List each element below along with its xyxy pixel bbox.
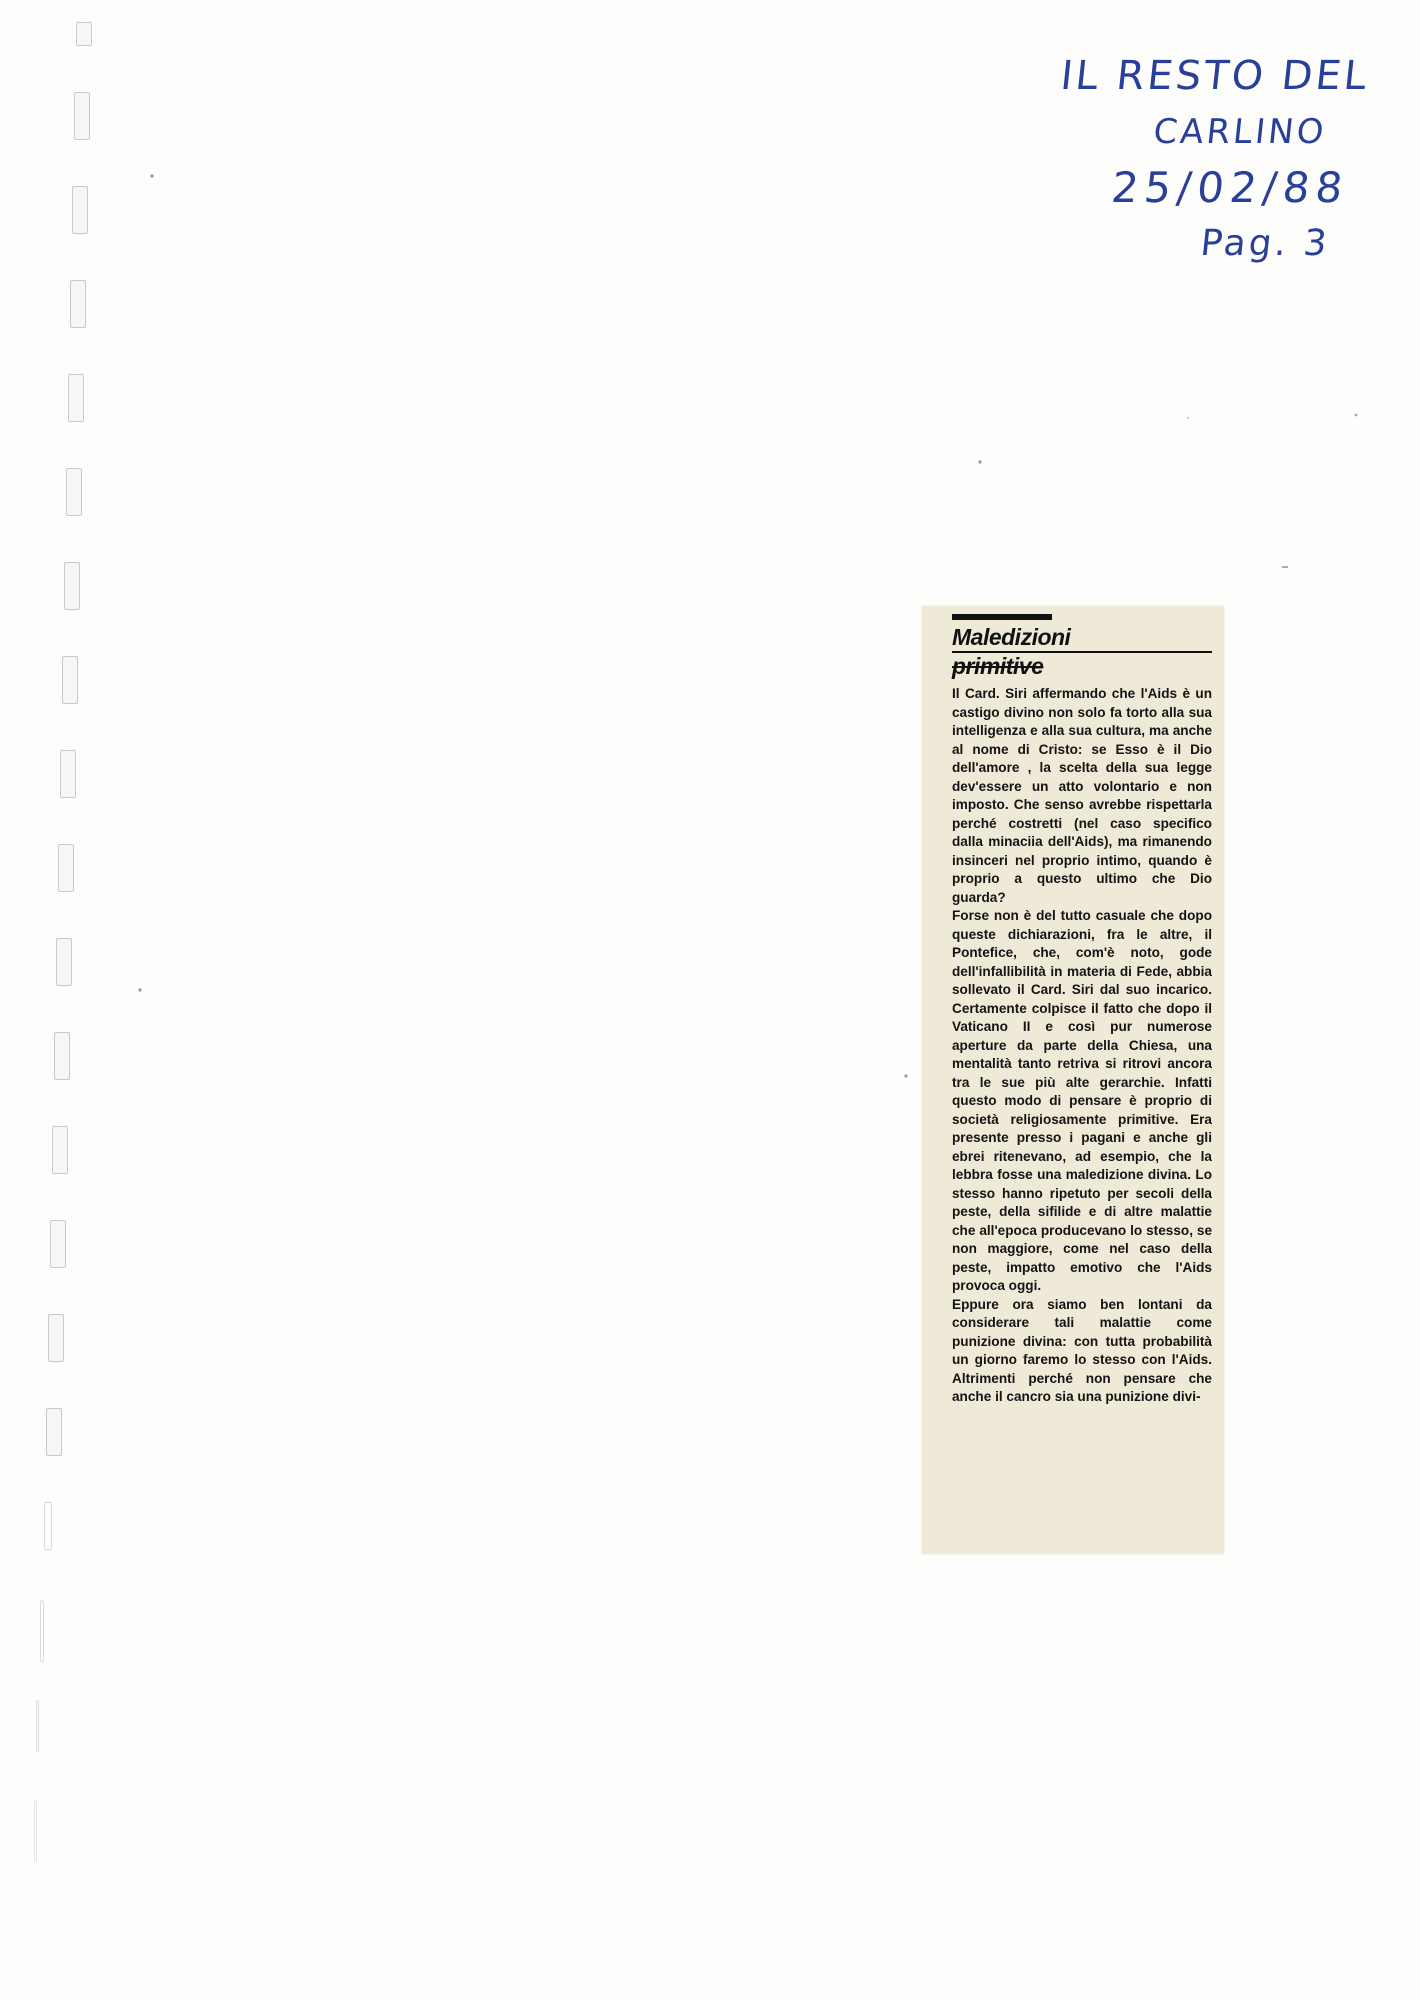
headline-line-2: primitive (952, 653, 1044, 679)
binder-hole (72, 186, 88, 234)
binder-hole (60, 750, 76, 798)
annotation-newspaper-name: IL RESTO DEL (1058, 53, 1372, 99)
article-body (952, 685, 1212, 1407)
binder-hole (56, 938, 72, 986)
binder-hole (58, 844, 74, 892)
binder-hole (40, 1600, 44, 1662)
binder-hole (44, 1502, 52, 1550)
annotation-newspaper-name-2: CARLINO (1151, 112, 1329, 152)
binder-hole (70, 280, 86, 328)
binder-hole (74, 92, 90, 140)
newspaper-clipping (922, 606, 1224, 1554)
binder-holes (0, 0, 100, 2000)
article-paragraph: Il Card. Siri affermando che l'Aids è un castigo divino non solo fa torto alla sua intelligenza e alla sua cultura, ma anche al nome di Cristo: se Esso è il Dio dell'amore , la scelta della sua legge dev'essere un atto volontario e non imposto. Che senso avrebbe rispettarla perché costretti (nel caso specifico dalla minaciia dell'Aids), ma rimanendo insinceri nel proprio intimo, quando è proprio a questo ultimo che Dio guarda? (952, 686, 1212, 905)
binder-hole (48, 1314, 64, 1362)
binder-hole (36, 1700, 39, 1752)
binder-hole (76, 22, 92, 46)
article-paragraph: Eppure ora siamo ben lontani da considerare tali malattie come punizione divina: con tutta probabilità un giorno faremo lo stesso con l'Aids. Altrimenti perché non pensare che anche il cancro sia una punizione divi- (952, 1296, 1212, 1404)
headline-topbar (952, 614, 1052, 620)
binder-hole (46, 1408, 62, 1456)
article-headline (952, 624, 1212, 679)
binder-hole (66, 468, 82, 516)
annotation-date: 25/02/88 (1109, 163, 1351, 212)
handwritten-annotation (1040, 48, 1380, 272)
article-paragraph: Forse non è del tutto casuale che dopo queste dichiarazioni, fra le altre, il Pontefice, che, com'è noto, gode dell'infallibilità in materia di Fede, abbia sollevato il Card. Siri dal suo incarico. Certamente colpisce il fatto che dopo il Vaticano II e così pur numerose aperture da parte della Chiesa, una mentalità tanto retriva si ritrovi ancora tra le sue più alte gerarchie. Infatti questo modo di pensare è proprio di società religiosamente primitive. Era presente presso i pagani e anche gli ebrei ritenevano, ad esempio, che la lebbra fosse una maledizione divina. Lo stesso hanno ripetuto per secoli della peste, della sifilide e di altre malattie che all'epoca producevano lo stesso, se non maggiore, come nel caso della peste, impatto emotivo che l'Aids provoca oggi. (952, 908, 1212, 1293)
binder-hole (34, 1800, 37, 1862)
binder-hole (62, 656, 78, 704)
binder-hole (68, 374, 84, 422)
binder-hole (64, 562, 80, 610)
headline-line-1: Maledizioni (952, 624, 1212, 653)
binder-hole (50, 1220, 66, 1268)
annotation-page: Pag. 3 (1198, 223, 1332, 264)
binder-hole (52, 1126, 68, 1174)
binder-hole (54, 1032, 70, 1080)
